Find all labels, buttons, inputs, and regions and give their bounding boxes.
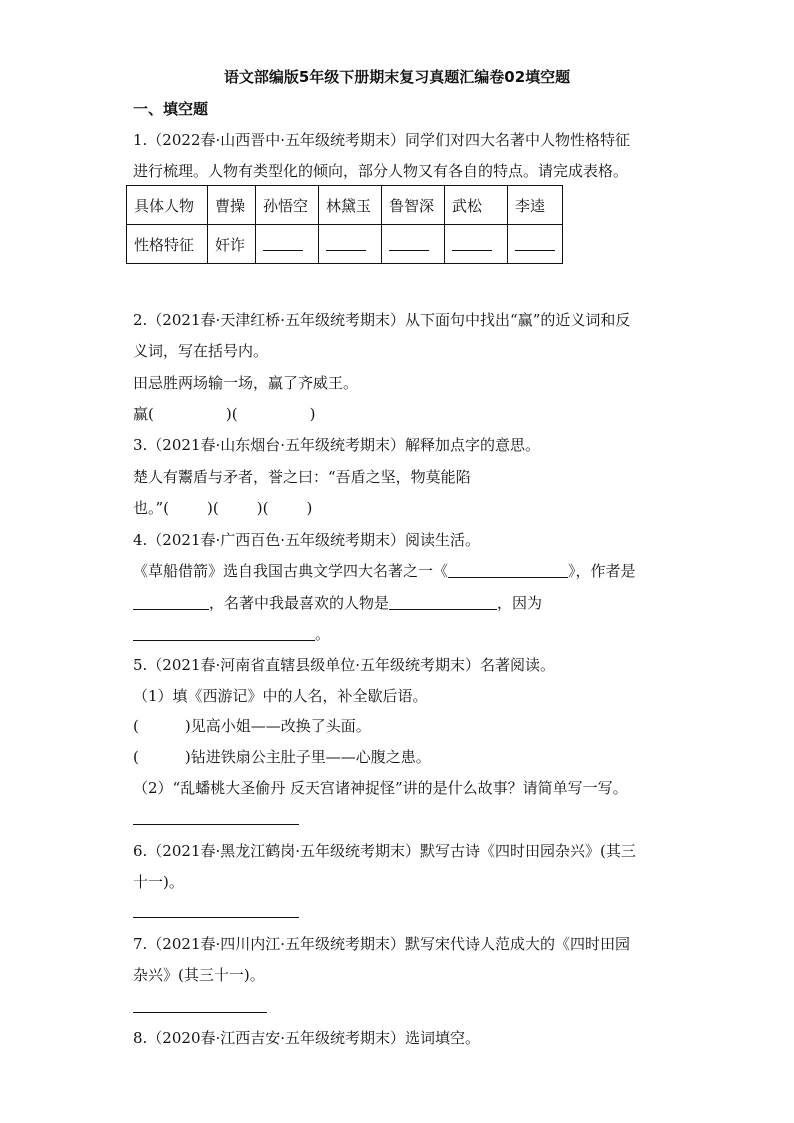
q1-line2: 进行梳理。人物有类型化的倾向，部分人物又有各自的特点。请完成表格。	[133, 162, 629, 180]
q4-line2	[133, 561, 636, 581]
q2-answer-prefix: 赢(	[133, 405, 154, 423]
q6-line2: 十一)。	[133, 873, 184, 891]
answer-blank-cell[interactable]	[382, 225, 445, 264]
table-row	[127, 186, 563, 225]
q6-line1: 6.（2021春·黑龙江鹤岗·五年级统考期末）默写古诗《四时田园杂兴》(其三	[133, 842, 636, 860]
q3-line3-mid1: )(	[207, 499, 219, 517]
answer-line[interactable]	[133, 917, 299, 918]
q3-line3-prefix: 也。”(	[133, 499, 170, 517]
answer-blank-cell[interactable]	[319, 225, 382, 264]
q5-line5: （2）“乱蟠桃大圣偷丹 反天宫诸神捉怪”讲的是什么故事？请简单写一写。	[133, 779, 628, 797]
answer-blank[interactable]	[448, 563, 568, 578]
answer-line[interactable]	[133, 824, 299, 825]
table-cell: 李逵	[508, 186, 563, 225]
page-title: 语文部编版5年级下册期末复习真题汇编卷02填空题	[223, 68, 571, 86]
answer-blank-cell[interactable]	[256, 225, 319, 264]
answer-blank[interactable]	[389, 595, 497, 610]
character-table	[126, 185, 563, 264]
q3-line3-end: )	[306, 499, 313, 517]
answer-blank[interactable]	[133, 595, 209, 610]
q5-line3-a: (	[133, 717, 139, 735]
table-cell: 曹操	[208, 186, 256, 225]
q3-line3	[133, 498, 312, 518]
table-cell: 具体人物	[127, 186, 208, 225]
q4-line3	[133, 593, 542, 613]
q3-line1: 3.（2021春·山东烟台·五年级统考期末）解释加点字的意思。	[133, 436, 541, 454]
q4-line2-a: 《草船借箭》选自我国古典文学四大名著之一《	[133, 562, 449, 580]
q5-line3-b: )见高小姐——改换了头面。	[184, 717, 371, 735]
q4-line2-b: 》，作者是	[568, 562, 636, 580]
q4-line4	[133, 624, 330, 644]
q8-line1: 8.（2020春·江西吉安·五年级统考期末）选词填空。	[133, 1029, 481, 1047]
q2-line3: 田忌胜两场输一场，赢了齐威王。	[133, 374, 359, 392]
q4-line3-b: ，因为	[497, 594, 543, 612]
q5-line4-a: (	[133, 748, 139, 766]
q4-line4-end: 。	[315, 625, 331, 643]
section-heading: 一、填空题	[133, 100, 209, 118]
answer-blank[interactable]	[133, 626, 315, 641]
table-cell: 奸诈	[208, 225, 256, 264]
q3-line3-mid2: )(	[256, 499, 269, 517]
answer-blank[interactable]	[515, 236, 555, 251]
q2-answer-line	[133, 404, 315, 424]
q2-answer-end: )	[309, 405, 316, 423]
q4-line1: 4.（2021春·广西百色·五年级统考期末）阅读生活。	[133, 531, 481, 549]
q5-line4-b: )钻进铁扇公主肚子里——心腹之患。	[184, 748, 431, 766]
table-cell: 孙悟空	[256, 186, 319, 225]
table-cell: 林黛玉	[319, 186, 382, 225]
q2-answer-mid: )(	[225, 405, 238, 423]
q2-line1: 2.（2021春·天津红桥·五年级统考期末）从下面句中找出“赢”的近义词和反	[133, 311, 631, 329]
answer-blank[interactable]	[263, 236, 303, 251]
answer-blank[interactable]	[326, 236, 366, 251]
answer-blank-cell[interactable]	[508, 225, 563, 264]
answer-blank[interactable]	[389, 236, 429, 251]
q3-line2: 楚人有鬻盾与矛者，誉之曰：“吾盾之坚，物莫能陷	[133, 468, 471, 486]
table-cell: 武松	[445, 186, 508, 225]
answer-blank-cell[interactable]	[445, 225, 508, 264]
q1-line1: 1.（2022春·山西晋中·五年级统考期末）同学们对四大名著中人物性格特征	[133, 131, 631, 149]
q2-line2: 义词，写在括号内。	[133, 342, 269, 360]
q7-line2: 杂兴》(其三十一)。	[133, 966, 265, 984]
q5-line2: （1）填《西游记》中的人名，补全歇后语。	[133, 687, 428, 705]
answer-blank[interactable]	[452, 236, 492, 251]
q5-line3	[133, 716, 371, 736]
q7-line1: 7.（2021春·四川内江·五年级统考期末）默写宋代诗人范成大的《四时田园	[133, 935, 631, 953]
table-cell: 鲁智深	[382, 186, 445, 225]
q5-line4	[133, 747, 431, 767]
answer-line[interactable]	[133, 1012, 267, 1013]
table-row	[127, 225, 563, 264]
q5-line1: 5.（2021春·河南省直辖县级单位·五年级统考期末）名著阅读。	[133, 656, 556, 674]
table-cell: 性格特征	[127, 225, 208, 264]
q4-line3-a: ，名著中我最喜欢的人物是	[209, 594, 390, 612]
